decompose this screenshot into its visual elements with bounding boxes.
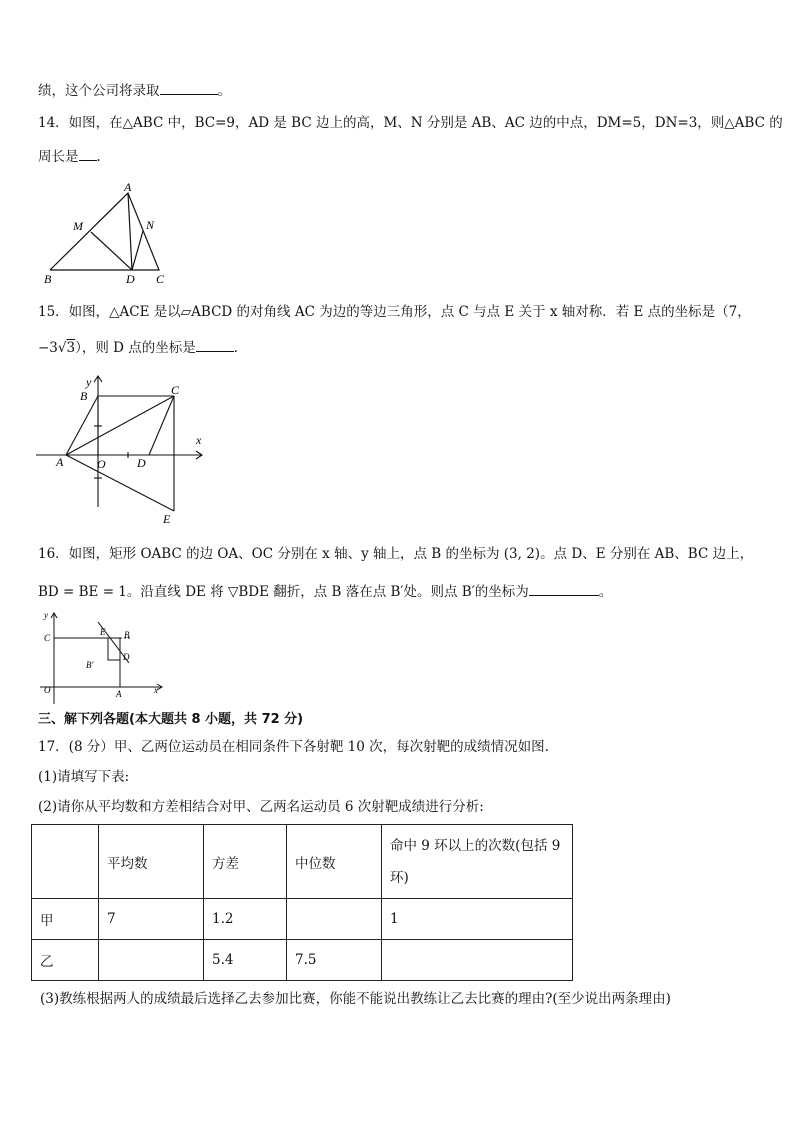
label-x: x xyxy=(196,433,202,447)
table-header-row xyxy=(32,825,573,899)
label-B: B xyxy=(124,630,130,640)
q13-tail-end: 。 xyxy=(217,83,231,99)
table-cell[interactable] xyxy=(287,899,382,940)
table-header-cell: 命中 9 环以上的次数(包括 9 环) xyxy=(382,825,573,899)
q16-line1: 16．如图，矩形 OABC 的边 OA、OC 分别在 x 轴、y 轴上，点 B 的坐标为 (3, 2)。点 D、E 分别在 AB、BC 边上， xyxy=(38,546,754,562)
table-cell[interactable]: 1.2 xyxy=(204,899,287,940)
q17-part1: (1)请填写下表: xyxy=(38,769,130,785)
answer-blank[interactable] xyxy=(160,80,218,95)
q16-rectangle-figure xyxy=(38,608,168,706)
answer-blank[interactable] xyxy=(79,146,97,161)
table-cell[interactable]: 7.5 xyxy=(287,940,382,981)
table-cell[interactable]: 5.4 xyxy=(204,940,287,981)
q14-line1: 14．如图，在△ABC 中，BC=9，AD 是 BC 边上的高，M、N 分别是 AB、AC 边的中点，DM=5，DN=3，则△ABC 的 xyxy=(38,115,783,131)
q16-line2-text: BD = BE = 1。沿直线 DE 将 ▽BDE 翻折，点 B 落在点 B′处。则点 B′的坐标为 xyxy=(38,584,529,600)
label-N: N xyxy=(146,218,155,232)
label-M: M xyxy=(73,219,83,233)
table-header-cell: 方差 xyxy=(204,825,287,899)
q14-line2 xyxy=(38,146,101,167)
q13-tail xyxy=(38,80,231,101)
q15-line2-root: 3 xyxy=(66,340,76,356)
label-D: D xyxy=(126,272,135,286)
table-header-cell: 平均数 xyxy=(99,825,204,899)
q14-line2-end: . xyxy=(96,149,101,165)
q17-stem: 17．(8 分）甲、乙两位运动员在相同条件下各射靶 10 次，每次射靶的成绩情况如图. xyxy=(38,739,549,755)
q15-line2-a: −3 xyxy=(38,340,58,356)
section-3-heading: 三、解下列各题(本大题共 8 小题，共 72 分) xyxy=(38,712,304,727)
table-cell[interactable]: 7 xyxy=(99,899,204,940)
q14-triangle-figure xyxy=(40,178,180,290)
q13-tail-text: 绩，这个公司将录取 xyxy=(38,83,160,99)
q17-part3: (3)教练根据两人的成绩最后选择乙去参加比赛，你能不能说出教练让乙去比赛的理由?(至少说出两条理由) xyxy=(40,991,671,1007)
label-A: A xyxy=(116,689,122,699)
q16-line2 xyxy=(38,581,612,602)
q15-line1: 15．如图，△ACE 是以▱ABCD 的对角线 AC 为边的等边三角形，点 C 与点 E 关于 x 轴对称．若 E 点的坐标是（7， xyxy=(38,304,751,320)
label-E: E xyxy=(100,627,106,637)
q15-line2-b: ），则 D 点的坐标是 xyxy=(75,340,196,356)
table-cell[interactable] xyxy=(382,940,573,981)
answer-blank[interactable] xyxy=(196,337,234,352)
label-O: O xyxy=(97,457,106,471)
label-y: y xyxy=(86,375,92,389)
label-x: x xyxy=(154,685,158,695)
table-cell: 乙 xyxy=(32,940,99,981)
table-cell: 甲 xyxy=(32,899,99,940)
q15-line2 xyxy=(38,337,247,358)
label-y: y xyxy=(44,610,48,620)
label-B-prime: B′ xyxy=(86,660,94,670)
label-O: O xyxy=(44,685,51,695)
q17-part2: (2)请你从平均数和方差相结合对甲、乙两名运动员 6 次射靶成绩进行分析: xyxy=(38,799,484,815)
q14-line2-text: 周长是 xyxy=(38,149,79,165)
table-cell[interactable]: 1 xyxy=(382,899,573,940)
q15-coordinate-figure xyxy=(34,370,214,530)
table-row xyxy=(32,899,573,940)
label-E: E xyxy=(163,512,171,526)
answer-blank[interactable] xyxy=(529,581,599,596)
label-B: B xyxy=(44,272,52,286)
q16-line2-end: 。 xyxy=(598,584,613,600)
q17-score-table xyxy=(31,824,573,981)
label-D: D xyxy=(123,652,130,662)
label-C: C xyxy=(44,633,51,643)
table-cell[interactable] xyxy=(99,940,204,981)
label-A: A xyxy=(56,455,64,469)
q15-line2-end: ． xyxy=(233,340,248,356)
label-B: B xyxy=(80,389,88,403)
label-C: C xyxy=(171,383,180,397)
label-C: C xyxy=(156,272,165,286)
label-D: D xyxy=(137,456,146,470)
table-row xyxy=(32,940,573,981)
sqrt-symbol: √ xyxy=(57,340,67,356)
table-header-cell: 中位数 xyxy=(287,825,382,899)
table-header-cell xyxy=(32,825,99,899)
label-A: A xyxy=(124,180,132,194)
